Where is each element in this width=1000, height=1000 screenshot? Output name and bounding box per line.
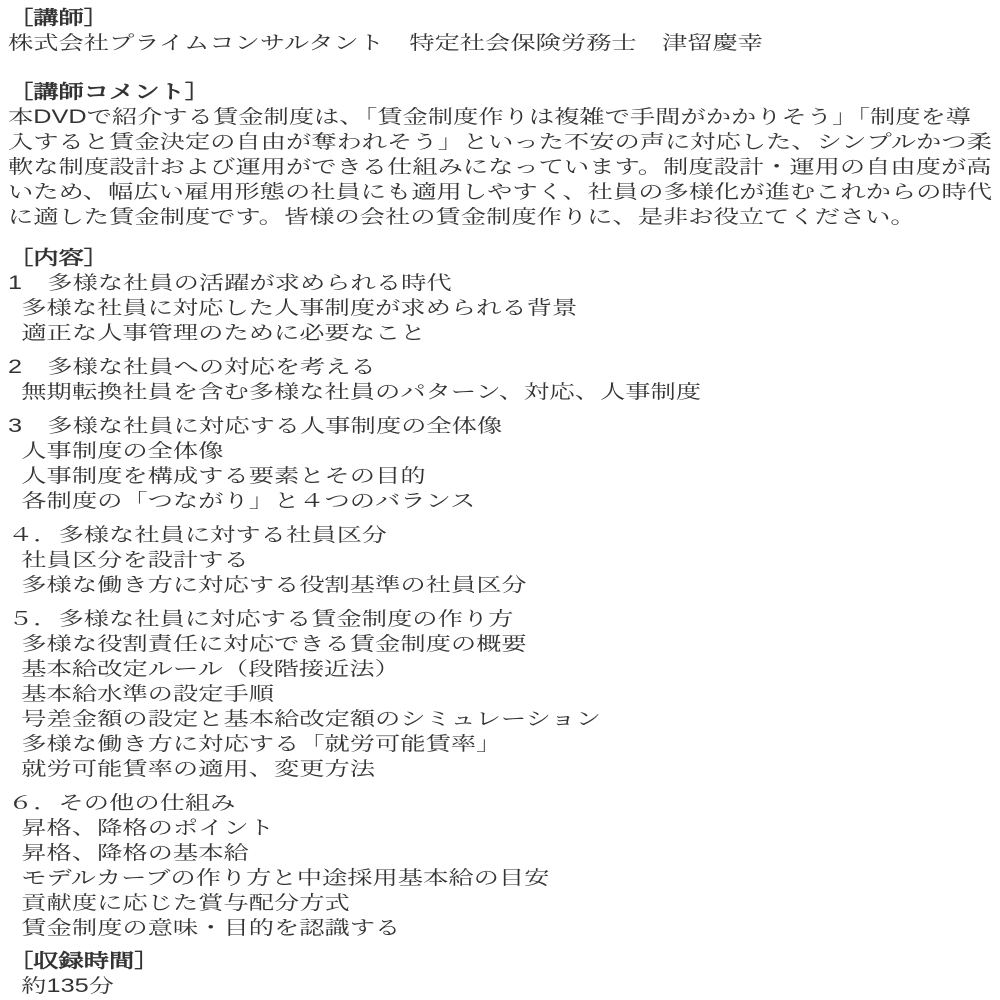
comment-paragraph-line: 入すると賃金決定の自由が奪われそう」といった不安の声に対応した、シンプルかつ柔 [7,132,992,153]
comment-paragraph-line: に適した賃金制度です。皆様の会社の賃金制度作りに、是非お役立てください。 [7,207,916,228]
contents-item: 貢献度に応じた賞与配分方式 [21,893,350,914]
section-duration [8,949,1000,999]
contents-item: 号差金額の設定と基本給改定額のシミュレーション [21,709,601,730]
duration-value: 約135分 [21,976,114,997]
contents-item: 人事制度の全体像 [21,441,224,462]
contents-group-title: 2 多様な社員への対応を考える [7,357,376,378]
contents-item: 就労可能賃率の適用、変更方法 [21,759,376,780]
contents-group-1 [8,271,1000,346]
contents-item: 賃金制度の意味・目的を認識する [21,918,401,939]
lecturer-name: 株式会社プライムコンサルタント 特定社会保険労務士 津留慶幸 [7,33,764,54]
contents-group-5 [8,607,1000,782]
contents-group-title: ４．多様な社員に対する社員区分 [7,525,388,546]
contents-item: 基本給改定ルール（段階接近法） [21,659,400,680]
contents-group-3 [8,414,1000,514]
section-contents [8,246,1000,941]
contents-item: 多様な働き方に対応する役割基準の社員区分 [21,575,527,596]
lecturer-comment-heading: ［講師コメント］ [7,82,211,103]
contents-item: 昇格、降格のポイント [21,818,275,839]
contents-heading: ［内容］ [7,248,110,269]
contents-item: モデルカーブの作り方と中途採用基本給の目安 [21,868,550,889]
contents-item: 社員区分を設計する [21,550,249,571]
contents-item: 無期転換社員を含む多様な社員のパターン、対応、人事制度 [21,382,702,403]
section-lecturer [8,6,1000,56]
contents-group-2 [8,355,1000,405]
duration-heading: ［収録時間］ [7,951,160,972]
contents-item: 基本給水準の設定手順 [21,684,275,705]
section-lecturer-comment [8,80,1000,230]
contents-item: 多様な役割責任に対応できる賃金制度の概要 [21,634,527,655]
contents-item: 昇格、降格の基本給 [21,843,249,864]
contents-group-4 [8,523,1000,598]
lecturer-heading: ［講師］ [7,8,110,29]
contents-group-title: ５．多様な社員に対応する賃金制度の作り方 [7,609,514,630]
comment-paragraph-line: いため、幅広い雇用形態の社員にも適用しやすく、社員の多様化が進むこれからの時代 [7,182,993,203]
contents-item: 人事制度を構成する要素とその目的 [21,466,426,487]
contents-item: 多様な社員に対応した人事制度が求められる背景 [21,298,578,319]
contents-group-title: 3 多様な社員に対応する人事制度の全体像 [7,416,503,437]
comment-paragraph-line: 軟な制度設計および運用ができる仕組みになっています。制度設計・運用の自由度が高 [7,157,992,178]
contents-item: 適正な人事管理のために必要なこと [21,323,426,344]
contents-item: 各制度の「つながり」と４つのバランス [21,491,476,512]
contents-item: 多様な働き方に対応する「就労可能賃率」 [21,734,502,755]
contents-group-title: 1 多様な社員の活躍が求められる時代 [7,273,452,294]
contents-group-title: ６．その他の仕組み [7,793,236,814]
contents-group-6 [8,791,1000,941]
comment-paragraph-line: 本DVDで紹介する賃金制度は、「賃金制度作りは複雑で手間がかかりそう」「制度を導 [7,107,972,128]
